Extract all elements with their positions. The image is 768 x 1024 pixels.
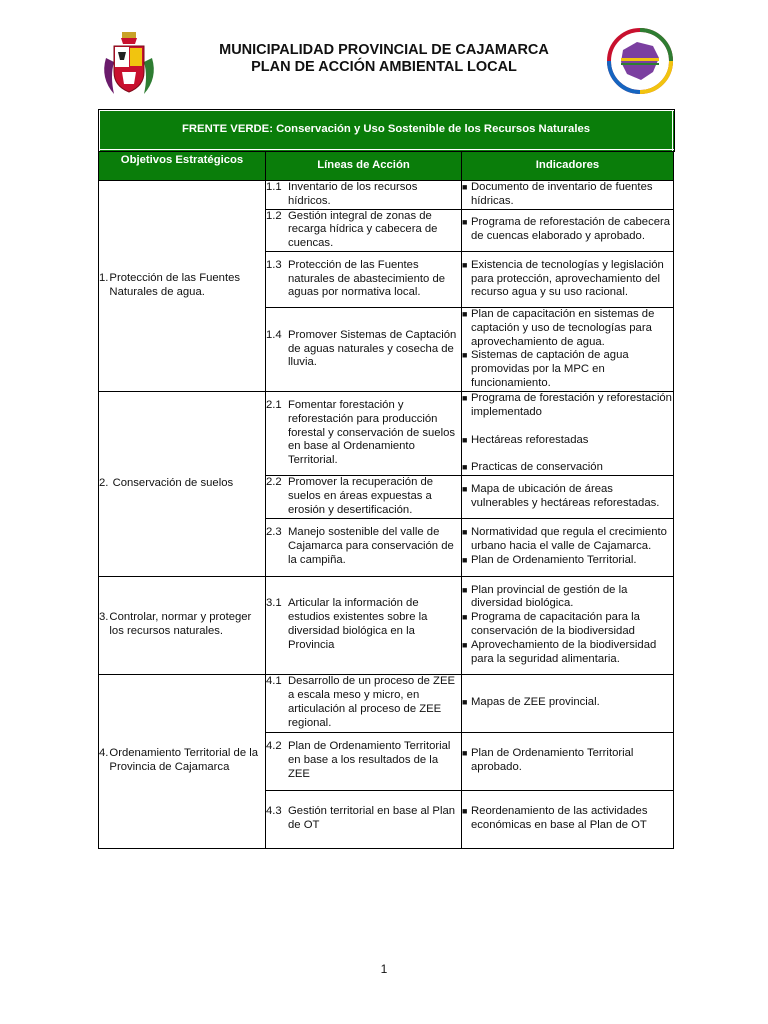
action-line-1-2: 1.2 Gestión integral de zonas de recarga hídrica y cabecera de cuencas. [266, 209, 462, 251]
action-line-1-1: 1.1 Inventario de los recursos hídricos. [266, 181, 462, 210]
list-item: ■ Plan de Ordenamiento Territorial aprobado. [462, 747, 634, 774]
indicators-1-3 [462, 251, 674, 307]
action-plan-table [97, 108, 675, 849]
list-item: ■ Aprovechamiento de la biodiversidad para la seguridad alimentaria. [462, 638, 657, 665]
action-line-3-1: 3.1 Articular la información de estudios existentes sobre la diversidad biológica en la Provincia [266, 576, 462, 674]
list-item: ■ Programa de reforestación de cabecera de cuencas elaborado y aprobado. [462, 216, 671, 243]
indicators-1-4 [462, 307, 674, 391]
list-item: ■ Programa de forestación y reforestación implementado [462, 391, 672, 418]
action-line-2-2: 2.2 Promover la recuperación de suelos en áreas expuestas a erosión y desertificación. [266, 476, 462, 518]
list-item: ■ Existencia de tecnologías y legislación para protección, aprovechamiento del recurso agua y su uso racional. [462, 258, 664, 299]
header-line-1: MUNICIPALIDAD PROVINCIAL DE CAJAMARCA [219, 42, 549, 58]
objective-1: 1. Protección de las Fuentes Naturales de agua. [99, 181, 266, 392]
list-item: ■ Reordenamiento de las actividades económicas en base al Plan de OT [462, 805, 648, 832]
objective-3: 3. Controlar, normar y proteger los recursos naturales. [99, 576, 266, 674]
list-item: ■ Normatividad que regula el crecimiento urbano hacia el valle de Cajamarca. [462, 526, 667, 553]
coat-of-arms-icon [100, 28, 158, 98]
environmental-plan-seal-icon [607, 28, 673, 94]
indicators-2-2 [462, 476, 674, 518]
action-line-4-1: 4.1 Desarrollo de un proceso de ZEE a escala meso y micro, en articulación al proceso de ZEE regional. [266, 674, 462, 732]
col-indicadores-header: Indicadores [462, 151, 674, 181]
action-line-4-2: 4.2 Plan de Ordenamiento Territorial en base a los resultados de la ZEE [266, 732, 462, 790]
action-line-4-3: 4.3 Gestión territorial en base al Plan de OT [266, 790, 462, 848]
list-item: ■ Mapas de ZEE provincial. [462, 696, 600, 709]
action-line-1-4: 1.4 Promover Sistemas de Captación de aguas naturales y cosecha de lluvia. [266, 307, 462, 391]
col-lineas-header: Líneas de Acción [266, 151, 462, 181]
action-line-2-1: 2.1 Fomentar forestación y reforestación para producción forestal y conservación de suelos en base al Ordenamiento Territorial. [266, 391, 462, 475]
indicators-4-3 [462, 790, 674, 848]
action-line-1-3: 1.3 Protección de las Fuentes naturales de abastecimiento de aguas por normativa local. [266, 251, 462, 307]
action-line-2-3: 2.3 Manejo sostenible del valle de Cajamarca para conservación de la campiña. [266, 518, 462, 576]
list-item: ■ Plan provincial de gestión de la diversidad biológica. [462, 583, 628, 610]
indicators-2-3 [462, 518, 674, 576]
list-item: ■ Sistemas de captación de agua promovidas por la MPC en funcionamiento. [462, 349, 629, 390]
objective-4: 4. Ordenamiento Territorial de la Provincia de Cajamarca [99, 674, 266, 848]
indicators-1-2 [462, 209, 674, 251]
list-item: ■ Practicas de conservación [462, 461, 603, 474]
page-number: 1 [380, 962, 388, 976]
list-item: ■ Plan de Ordenamiento Territorial. [462, 553, 637, 566]
list-item: ■ Mapa de ubicación de áreas vulnerables y hectáreas reforestadas. [462, 483, 660, 509]
indicators-4-1 [462, 674, 674, 732]
header-line-2: PLAN DE ACCIÓN AMBIENTAL LOCAL [251, 59, 517, 75]
indicators-3-1 [462, 576, 674, 674]
list-item: ■ Documento de inventario de fuentes hídricas. [462, 181, 653, 207]
indicators-4-2 [462, 732, 674, 790]
list-item: ■ Plan de capacitación en sistemas de captación y uso de tecnologías para aprovechamiento de agua. [462, 308, 655, 348]
table-title: FRENTE VERDE: Conservación y Uso Sostenible de los Recursos Naturales [99, 110, 674, 151]
document-header [160, 42, 608, 76]
list-item: ■ Programa de capacitación para la conservación de la biodiversidad [462, 611, 640, 638]
col-objetivos-header: Objetivos Estratégicos [99, 151, 266, 181]
indicators-1-1 [462, 181, 674, 210]
indicators-2-1 [462, 391, 674, 475]
objective-2: 2. Conservación de suelos [99, 391, 266, 576]
list-item: ■ Hectáreas reforestadas [462, 433, 589, 446]
